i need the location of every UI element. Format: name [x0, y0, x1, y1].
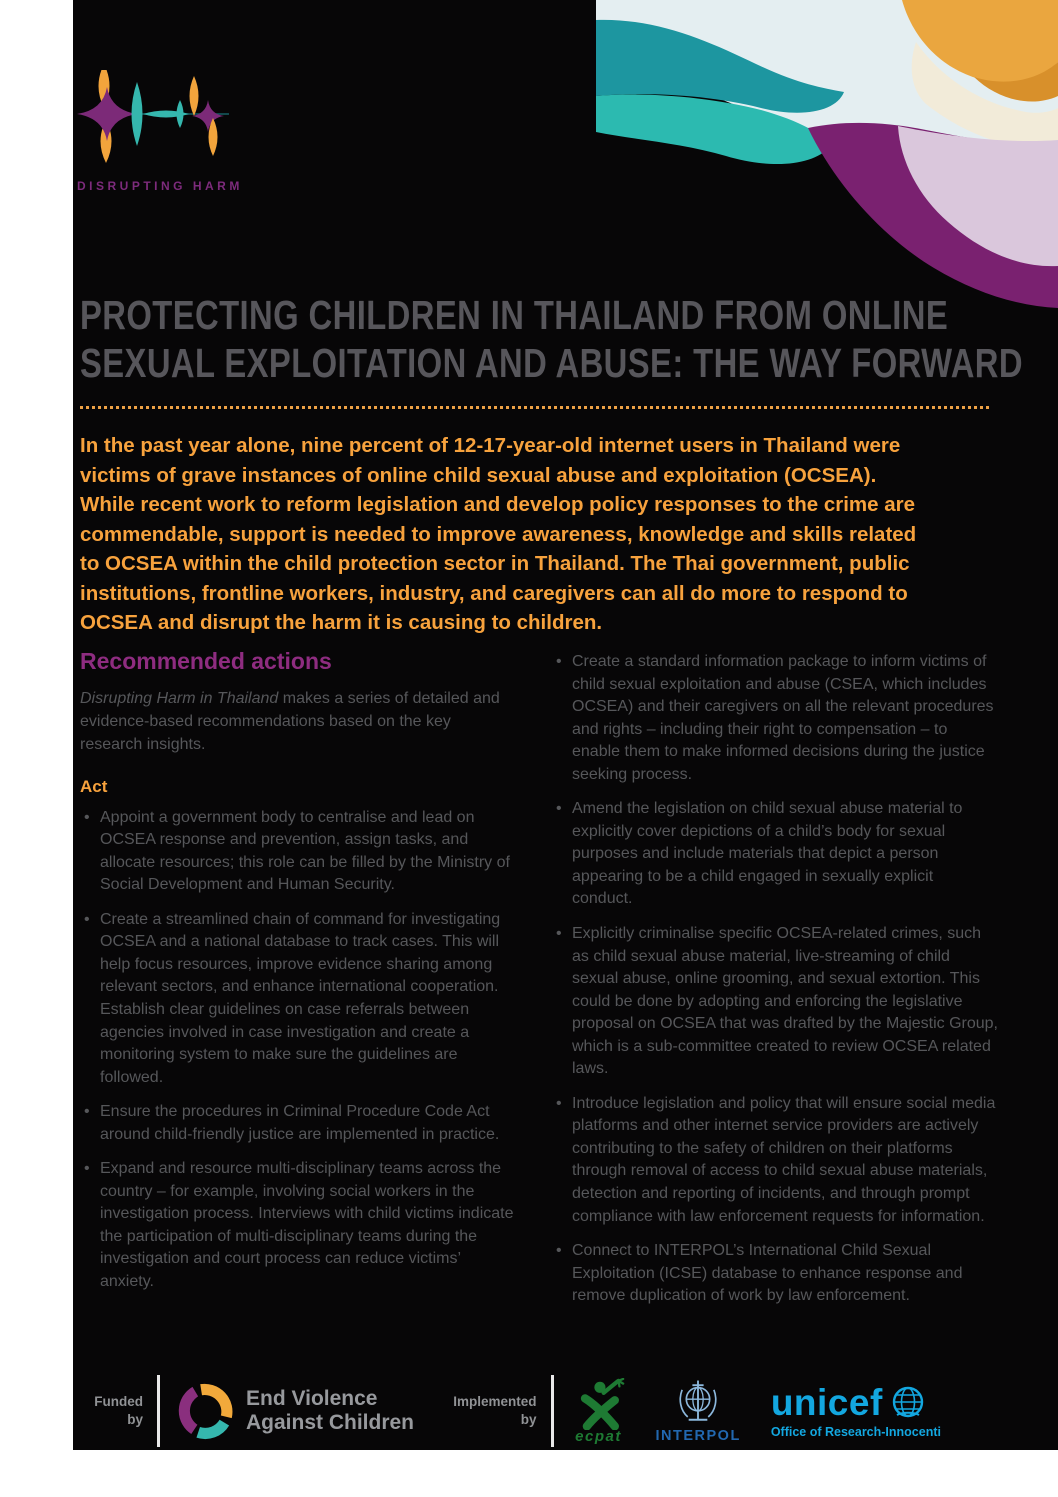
unicef-row — [770, 1381, 926, 1423]
funded-by-word-1: Funded — [94, 1394, 143, 1410]
left-column — [80, 648, 516, 1320]
interpol-emblem-icon — [670, 1378, 726, 1426]
recommended-actions-heading: Recommended actions — [80, 648, 332, 674]
footer-divider — [157, 1375, 160, 1447]
soundwave-logo-icon — [77, 70, 247, 170]
right-bullet-list — [552, 651, 998, 1308]
list-item: • Amend the legislation on child sexual abuse material to explicitly cover depictions of a child’s body for sexual purposes and include materials that depict a person appearing to be a child engaged in sexually explicit conduct. — [552, 798, 998, 911]
implemented-by-label — [437, 1393, 537, 1428]
disrupting-harm-logo — [77, 70, 257, 193]
lead-rest: makes a series of detailed and evidence-based recommendations based on the key research insights. — [80, 690, 500, 753]
unicef-wordmark: unicef — [770, 1381, 883, 1423]
end-violence-logo — [174, 1379, 414, 1443]
list-item: • Connect to INTERPOL’s International Child Sexual Exploitation (ICSE) database to enhance response and remove duplication of work by law enforcement. — [552, 1240, 998, 1308]
end-violence-circle-icon — [174, 1379, 236, 1443]
evac-line-1: End Violence — [246, 1387, 378, 1411]
title-line-2: SEXUAL EXPLOITATION AND ABUSE: THE WAY FORWARD — [80, 339, 1023, 386]
funded-by-word-2: by — [127, 1412, 143, 1427]
lead-paragraph — [80, 688, 516, 757]
footer-divider — [551, 1375, 554, 1447]
list-item: • Create a streamlined chain of command for investigating OCSEA and a national database to track cases. This will help focus resources, improve evidence sharing among relevant sectors, and enhance international cooperation. Establish clear guidelines on case referrals between agencies involved in case investigation and create a monitoring system to make sure the guidelines are followed. — [80, 909, 516, 1089]
funded-by-label — [85, 1393, 143, 1428]
act-bullet-list — [80, 807, 516, 1294]
evac-line-2: Against Children — [246, 1411, 415, 1434]
end-violence-wordmark — [246, 1387, 414, 1434]
unicef-globe-icon — [890, 1384, 926, 1420]
recommendations-columns — [80, 648, 1010, 1320]
interpol-logo — [656, 1378, 741, 1444]
black-cover-panel — [73, 0, 1058, 1450]
act-heading: Act — [80, 776, 108, 796]
brand-wordmark: DISRUPTING HARM — [77, 179, 243, 193]
implemented-by-word-1: Implemented — [453, 1394, 537, 1410]
dotted-divider — [80, 406, 992, 409]
unicef-logo — [770, 1381, 941, 1439]
partner-footer — [85, 1372, 1046, 1450]
corner-waves-decoration — [596, 0, 1058, 335]
list-item: • Introduce legislation and policy that will ensure social media platforms and other internet service providers are actively contributing to the safety of children on their platforms through removal of access to child sexual abuse materials, detection and reporting of incidents, and through prompt compliance with law enforcement requests for information. — [552, 1093, 998, 1228]
list-item: • Expand and resource multi-disciplinary teams across the country – for example, involving social workers in the investigation process. Interviews with child victims indicate the participation of multi-disciplinary teams during the investigation and court process can reduce victims’ anxiety. — [80, 1158, 516, 1293]
title-line-1: PROTECTING CHILDREN IN THAILAND FROM ONLINE — [80, 292, 949, 338]
page-title — [80, 292, 1023, 388]
interpol-wordmark: INTERPOL — [655, 1428, 741, 1444]
list-item: • Explicitly criminalise specific OCSEA-related crimes, such as child sexual abuse material, live-streaming of child sexual abuse, online grooming, and sexual extortion. This could be done by adopting and enforcing the legislative proposal on OCSEA that was drafted by the Majestic Group, which is a sub-committee created to review OCSEA related laws. — [552, 923, 998, 1081]
list-item: • Ensure the procedures in Criminal Procedure Code Act around child-friendly justice are implemented in practice. — [80, 1101, 516, 1146]
intro-paragraph: In the past year alone, nine percent of 12-17-year-old internet users in Thailand were victims of grave instances of online child sexual abuse and exploitation (OCSEA). While recent work to reform legislation and develop policy responses to the crime are commendable, support is needed to improve awareness, knowledge and skills related to OCSEA within the child protection sector in Thailand. The Thai government, public institutions, frontline workers, industry, and caregivers can all do more to respond to OCSEA and disrupt the harm it is causing to children. — [80, 434, 917, 635]
ecpat-wordmark: ecpat — [575, 1427, 622, 1445]
unicef-sublabel: Office of Research-Innocenti — [770, 1424, 941, 1439]
list-item: • Create a standard information package to inform victims of child sexual exploitation and abuse (CSEA, which includes OCSEA) and their caregivers on all the relevant procedures and rights – including their right to compensation – to enable them to make informed decisions during the justice seeking process. — [552, 651, 998, 786]
implemented-by-word-2: by — [520, 1412, 537, 1427]
right-column — [552, 648, 998, 1320]
lead-italic: Disrupting Harm in Thailand — [80, 690, 279, 707]
ecpat-logo — [568, 1378, 630, 1445]
list-item: • Appoint a government body to centralise and lead on OCSEA response and prevention, assign tasks, and allocate resources; this role can be filled by the Ministry of Social Development and Human Security. — [80, 807, 516, 897]
ecpat-figure-icon — [568, 1378, 630, 1430]
